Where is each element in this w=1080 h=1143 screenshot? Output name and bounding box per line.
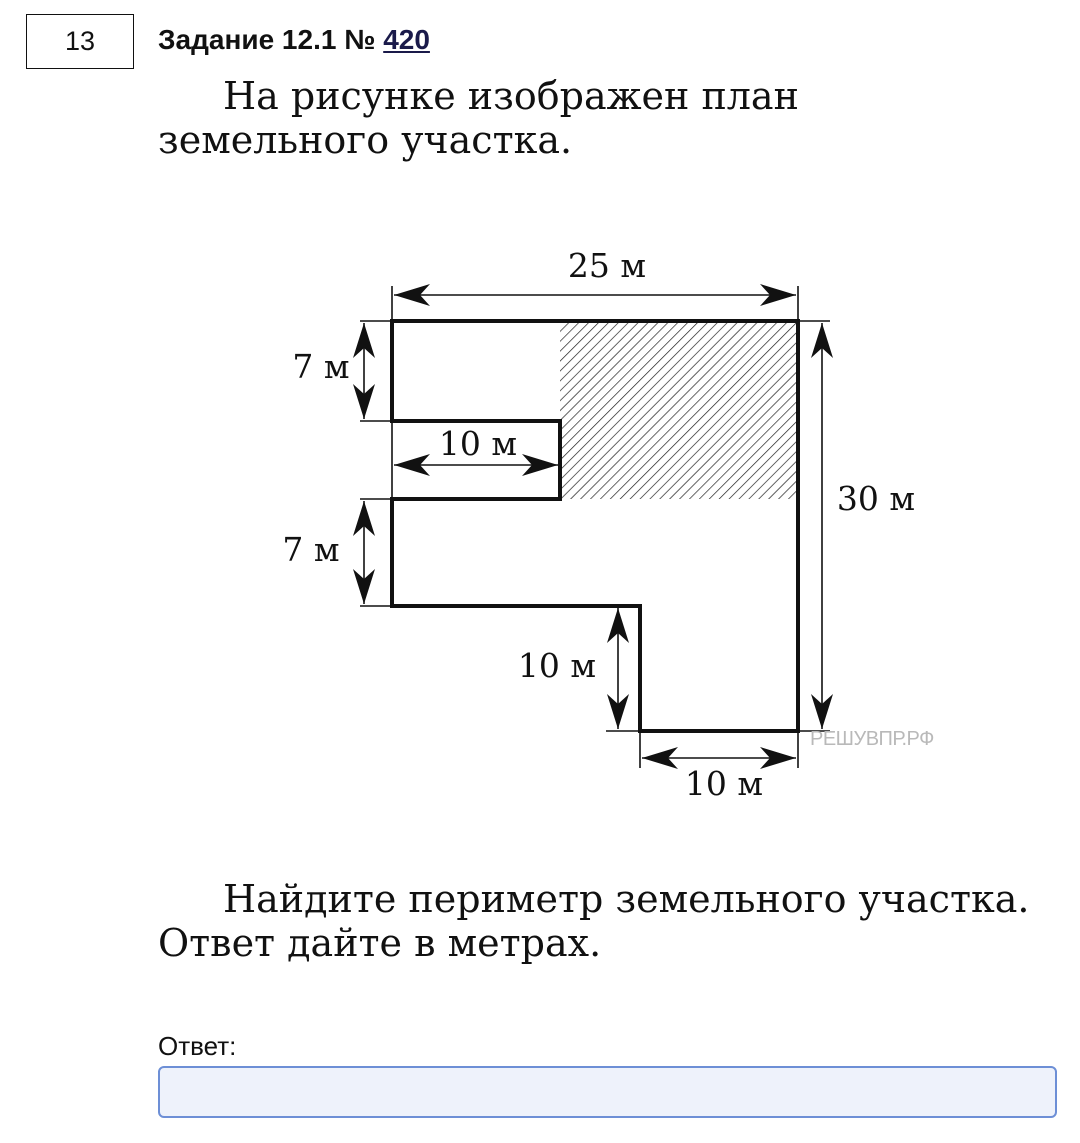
answer-label: Ответ: [158, 1031, 237, 1061]
problem-question: Найдите периметр земельного участка. Ответ дайте в метрах. [158, 877, 1030, 965]
label-height-middle: 7 м [282, 530, 340, 569]
problem-intro: На рисунке изображен план земельного участка. [158, 74, 799, 162]
watermark: РЕШУВПР.РФ [810, 728, 934, 750]
task-number: 13 [64, 26, 96, 56]
label-bottom-width: 10 м [684, 764, 764, 803]
task-header [158, 24, 430, 56]
task-number-box [26, 14, 134, 69]
label-step-height: 10 м [517, 646, 597, 685]
answer-input[interactable] [158, 1066, 1057, 1118]
task-title: Задание 12.1 № [158, 24, 384, 55]
task-id-link[interactable]: 420 [383, 24, 430, 55]
label-width-top: 25 м [567, 246, 647, 285]
land-plot-figure [0, 230, 1080, 810]
label-height-top-notch: 7 м [292, 347, 350, 386]
label-notch-depth: 10 м [438, 424, 518, 463]
label-total-height: 30 м [836, 479, 916, 518]
hatched-region [560, 321, 798, 499]
